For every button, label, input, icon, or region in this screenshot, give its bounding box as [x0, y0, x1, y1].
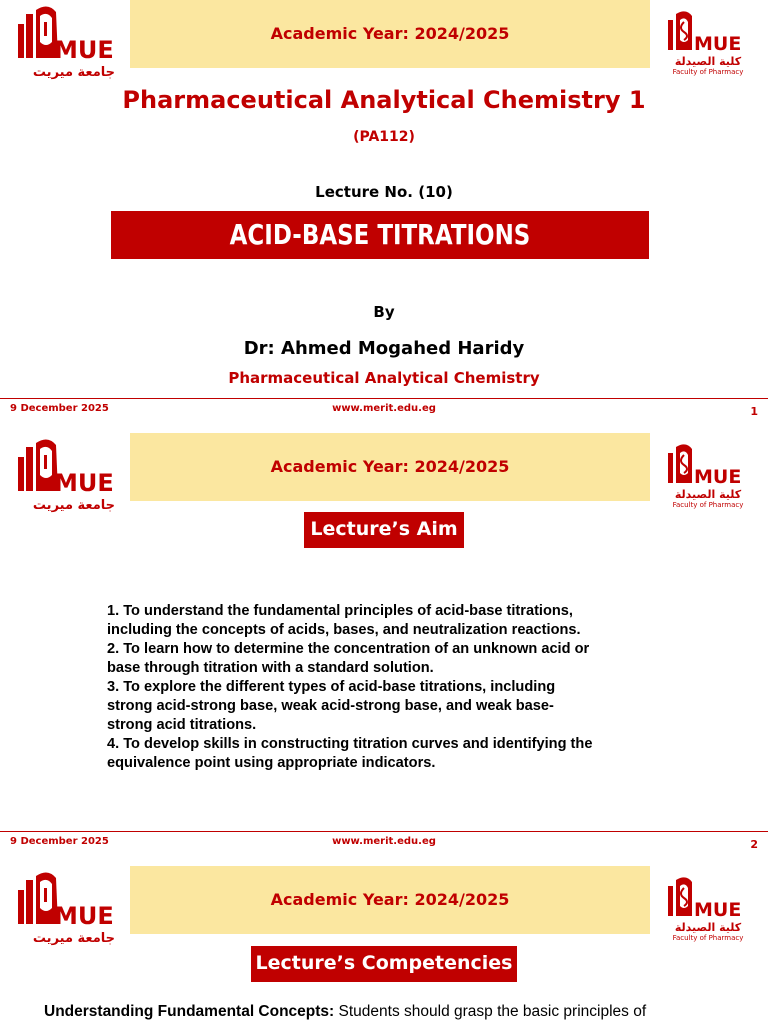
- pharmacy-faculty-logo-icon: [664, 443, 754, 509]
- svg-text:كلية الصيدلة: كلية الصيدلة: [674, 55, 742, 68]
- university-logo-icon: [14, 868, 124, 950]
- aim-line: base through titration with a standard solution.: [107, 660, 434, 676]
- svg-text:Faculty of Pharmacy: Faculty of Pharmacy: [672, 934, 744, 942]
- by-label: By: [373, 303, 395, 321]
- footer-divider: [0, 831, 768, 832]
- page-number: 2: [750, 838, 758, 851]
- svg-text:كلية الصيدلة: كلية الصيدلة: [674, 488, 742, 501]
- svg-text:كلية الصيدلة: كلية الصيدلة: [674, 921, 742, 934]
- aim-line: equivalence point using appropriate indicators.: [107, 755, 436, 771]
- academic-year: Academic Year: 2024/2025: [270, 890, 510, 909]
- topic-banner: [111, 211, 649, 259]
- footer-date: 9 December 2025: [10, 403, 109, 414]
- footer-url[interactable]: www.merit.edu.eg: [332, 403, 436, 414]
- author-name: Dr: Ahmed Mogahed Haridy: [243, 338, 525, 359]
- aim-line: strong acid titrations.: [107, 717, 257, 733]
- footer-url[interactable]: www.merit.edu.eg: [332, 836, 436, 847]
- slide-1: [0, 0, 768, 433]
- svg-text:MUE: MUE: [54, 36, 114, 64]
- academic-year: Academic Year: 2024/2025: [270, 24, 510, 43]
- lecture-number: Lecture No. (10): [315, 183, 453, 201]
- aim-line: 2. To learn how to determine the concentration of an unknown acid or: [107, 641, 590, 657]
- aim-line: strong acid-strong base, weak acid-strong base, and weak base-: [107, 698, 554, 714]
- aim-line: 4. To develop skills in constructing titration curves and identifying the: [107, 736, 593, 752]
- svg-text:MUE: MUE: [694, 899, 742, 921]
- aim-line: 1. To understand the fundamental principles of acid-base titrations,: [107, 603, 573, 619]
- slide-2: [0, 433, 768, 866]
- course-title: Pharmaceutical Analytical Chemistry 1: [122, 86, 646, 114]
- aim-list: [107, 602, 707, 773]
- svg-text:MUE: MUE: [54, 902, 114, 930]
- header-banner: [130, 433, 650, 501]
- university-logo-icon: [14, 435, 124, 517]
- svg-text:MUE: MUE: [694, 33, 742, 55]
- aim-line: including the concepts of acids, bases, and neutralization reactions.: [107, 622, 581, 638]
- page-number: 1: [750, 405, 758, 418]
- footer-divider: [0, 398, 768, 399]
- competencies-heading: Lecture’s Competencies: [251, 946, 517, 982]
- pharmacy-faculty-logo-icon: [664, 10, 754, 76]
- academic-year: Academic Year: 2024/2025: [270, 457, 510, 476]
- competency-text: Students should grasp the basic principles of: [334, 1003, 647, 1020]
- left-logo-arabic: جامعة ميريت: [32, 65, 116, 80]
- topic-title: ACID-BASE TITRATIONS: [229, 218, 531, 251]
- svg-text:Faculty of Pharmacy: Faculty of Pharmacy: [672, 68, 744, 76]
- svg-text:Faculty of Pharmacy: Faculty of Pharmacy: [672, 501, 744, 509]
- aim-line: 3. To explore the different types of acid-base titrations, including: [107, 679, 556, 695]
- university-logo-icon: [14, 2, 124, 84]
- svg-text:جامعة ميريت: جامعة ميريت: [32, 498, 116, 513]
- course-code: (PA112): [353, 129, 415, 145]
- slide-3: [0, 866, 768, 1024]
- pharmacy-faculty-logo-icon: [664, 876, 754, 942]
- svg-text:MUE: MUE: [54, 469, 114, 497]
- header-banner: [130, 866, 650, 934]
- competencies-first-line: [44, 1003, 744, 1021]
- footer-date: 9 December 2025: [10, 836, 109, 847]
- department-name: Pharmaceutical Analytical Chemistry: [228, 369, 540, 387]
- competency-title: Understanding Fundamental Concepts:: [44, 1003, 335, 1020]
- svg-text:جامعة ميريت: جامعة ميريت: [32, 931, 116, 946]
- svg-text:MUE: MUE: [694, 466, 742, 488]
- aim-heading: Lecture’s Aim: [304, 512, 464, 548]
- header-banner: [130, 0, 650, 68]
